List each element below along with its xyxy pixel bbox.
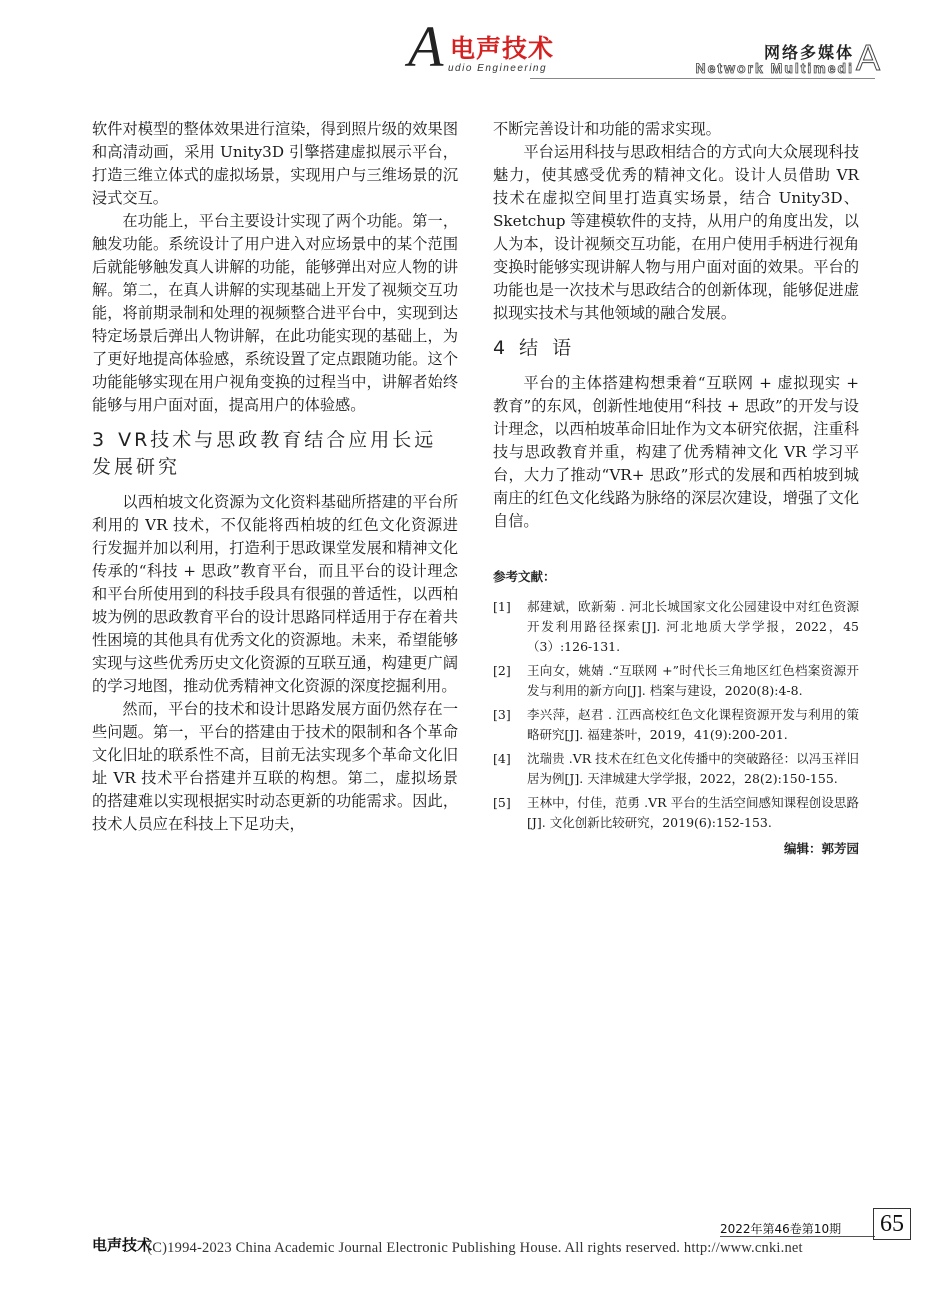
journal-logo-subtitle: udio Engineering (448, 63, 548, 74)
copyright-watermark: (C)1994-2023 China Academic Journal Electronic Publishing House. All rights reserved. http://www.cnki.net (147, 1240, 803, 1256)
reference-number: [3] (493, 707, 511, 722)
reference-text: 王林中，付佳，范勇 .VR 平台的生活空间感知课程创设思路[J]. 文化创新比较研究，2019(6):152-153. (527, 795, 859, 830)
journal-logo-title: 电声技术 (450, 34, 555, 63)
paragraph: 在功能上，平台主要设计实现了两个功能。第一，触发功能。系统设计了用户进入对应场景中的某个范围后就能够触发真人讲解的功能，能够弹出对应人物的讲解。第二，在真人讲解的实现基础上开发了视频交互功能，将前期录制和处理的视频整合进平台中，实现到达特定场景后弹出人物讲解，在此功能实现的基础上，为了更好地提高体验感，系统设置了定点跟随功能。这个功能能够实现在用户视角变换的过程当中，讲解者始终能够与用户面对面，提高用户的体验感。 (92, 212, 458, 414)
section-title: VR技术与思政教育结合应用长远发展研究 (92, 429, 437, 478)
references-heading: 参考文献： (493, 569, 556, 584)
editor-credit: 编辑：郭芳园 (783, 841, 859, 856)
paragraph: 平台运用科技与思政相结合的方式向大众展现科技魅力，使其感受优秀的精神文化。设计人员借助 VR 技术在虚拟空间里打造真实场景，结合 Unity3D、Sketchup 等建模软件的支持，从用户的角度出发，以人为本，设计视频交互功能，在用户使用手柄进行视角变换时能够实现讲解人物与用户面对面的效果。平台的功能也是一次技术与思政结合的创新体现，能够促进虚拟现实技术与其他领域的融合发展。 (493, 143, 859, 322)
section-number: 3 (92, 429, 105, 451)
reference-text: 郝建斌，欧新菊 . 河北长城国家文化公园建设中对红色资源开发利用路径探索[J]. 河北地质大学学报，2022，45（3）:126-131. (527, 599, 859, 654)
reference-text: 王向女，姚婧 .“互联网 +”时代长三角地区红色档案资源开发与利用的新方向[J]. 档案与建设，2020(8):4-8. (527, 663, 859, 698)
paragraph: 平台的主体搭建构想秉着“互联网 + 虚拟现实 + 教育”的东风，创新性地使用“科技 + 思政”的开发与设计理念，以西柏坡革命旧址作为文本研究依据，注重科技与思政教育并重，构建了优秀精神文化 VR 学习平台，大力了推动“VR+ 思政”形式的发展和西柏坡到城南庄的红色文化线路为脉络的深层次建设，增强了文化自信。 (493, 374, 859, 530)
reference-item (493, 661, 859, 701)
paragraph: 以西柏坡文化资源为文化资料基础所搭建的平台所利用的 VR 技术，不仅能将西柏坡的红色文化资源进行发掘并加以利用，打造利于思政课堂发展和精神文化传承的“科技 + 思政”教育平台，而且平台的设计理念和平台所使用到的科技手段具有很强的普适性，以西柏坡为例的思政教育平台的设计思路同样适用于存在着共性困境的其他具有优秀文化的资源地。未来，希望能够实现与这些优秀历史文化资源的互联互通，构建更广阔的学习地图，推动优秀精神文化资源的深度挖掘利用。 (92, 493, 458, 695)
paragraph: 不断完善设计和功能的需求实现。 (493, 120, 721, 138)
section-number: 4 (493, 337, 506, 359)
column-title-letter: A (855, 37, 880, 78)
reference-item (493, 793, 859, 833)
left-column (92, 118, 458, 836)
reference-number: [2] (493, 663, 511, 678)
right-column (493, 118, 859, 857)
reference-text: 沈瑞贵 .VR 技术在红色文化传播中的突破路径：以冯玉祥旧居为例[J]. 天津城建大学学报，2022，28(2):150-155. (527, 751, 859, 786)
paragraph: 软件对模型的整体效果进行渲染，得到照片级的效果图和高清动画，采用 Unity3D 引擎搭建虚拟展示平台，打造三维立体式的虚拟场景，实现用户与三维场景的沉浸式交互。 (92, 120, 458, 207)
paragraph: 然而，平台的技术和设计思路发展方面仍然存在一些问题。第一，平台的搭建由于技术的限制和各个革命文化旧址的联系性不高，目前无法实现多个革命文化旧址 VR 技术平台搭建并互联的构想。第二，虚拟场景的搭建难以实现根据实时动态更新的功能需求。因此，技术人员应在科技上下足功夫， (92, 700, 458, 833)
page-header (0, 0, 950, 80)
footer-issue-info: 2022年第46卷第10期 (720, 1222, 842, 1236)
column-title-en: Network Multimedi (695, 60, 854, 76)
page-number: 65 (873, 1208, 911, 1240)
section-heading-4 (493, 335, 859, 362)
section-heading-3 (92, 427, 458, 481)
footer-journal-name: 电声技术 (92, 1236, 153, 1254)
reference-number: [1] (493, 599, 511, 614)
reference-text: 李兴萍，赵君 . 江西高校红色文化课程资源开发与利用的策略研究[J]. 福建茶叶，2019，41(9):200-201. (527, 707, 859, 742)
reference-number: [4] (493, 751, 511, 766)
section-title: 结语 (519, 337, 586, 359)
journal-logo-letter: A (408, 14, 444, 79)
column-title-cn: 网络多媒体 (763, 43, 854, 62)
reference-item (493, 705, 859, 745)
reference-item (493, 597, 859, 657)
footer-divider (720, 1236, 875, 1237)
header-divider (530, 78, 875, 79)
reference-number: [5] (493, 795, 511, 810)
reference-item (493, 749, 859, 789)
reference-list (493, 597, 859, 833)
